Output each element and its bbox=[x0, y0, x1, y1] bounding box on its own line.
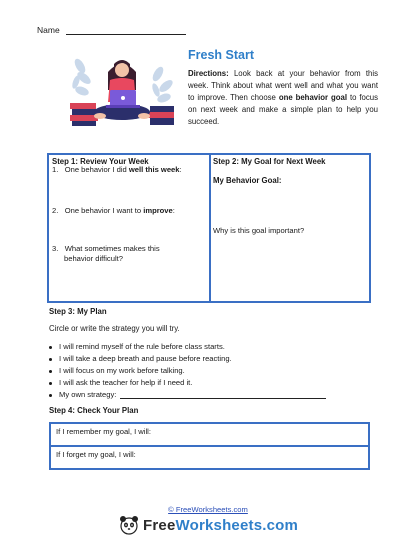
q1-number: 1. bbox=[52, 165, 59, 174]
step1-question-3 bbox=[52, 244, 207, 264]
brand-logo bbox=[118, 514, 298, 536]
q1-post: : bbox=[179, 165, 182, 174]
why-important-label: Why is this goal important? bbox=[213, 226, 305, 235]
brand-worksheets: Worksheets.com bbox=[175, 516, 299, 534]
name-field[interactable] bbox=[37, 25, 186, 35]
q2-bold: improve bbox=[143, 206, 173, 215]
bullet-icon bbox=[49, 394, 52, 397]
step1-question-2 bbox=[52, 206, 207, 216]
strategy-text: I will focus on my work before talking. bbox=[59, 366, 185, 375]
strategy-item-own[interactable] bbox=[49, 389, 326, 401]
step3-title: Step 3: My Plan bbox=[49, 307, 107, 316]
panda-icon bbox=[118, 514, 140, 536]
strategy-item[interactable] bbox=[49, 353, 326, 365]
steps-grid bbox=[47, 153, 371, 303]
bullet-icon bbox=[49, 382, 52, 385]
strategy-item[interactable] bbox=[49, 377, 326, 389]
strategy-text: I will take a deep breath and pause before reacting. bbox=[59, 354, 232, 363]
q1-bold: well this week bbox=[128, 165, 180, 174]
q2-number: 2. bbox=[52, 206, 59, 215]
behavior-goal-label: My Behavior Goal: bbox=[213, 176, 282, 185]
q2-post: : bbox=[172, 206, 175, 215]
bullet-icon bbox=[49, 358, 52, 361]
check-row-remember[interactable] bbox=[51, 424, 368, 446]
step4-title: Step 4: Check Your Plan bbox=[49, 406, 139, 415]
step1-title: Step 1: Review Your Week bbox=[52, 157, 149, 166]
strategy-item[interactable] bbox=[49, 341, 326, 353]
student-laptop-illustration bbox=[70, 46, 180, 128]
check-row-forget-label: If I forget my goal, I will: bbox=[56, 450, 136, 459]
directions-label: Directions: bbox=[188, 69, 229, 78]
own-strategy-line[interactable] bbox=[120, 391, 326, 399]
name-blank-line[interactable] bbox=[66, 26, 186, 35]
q1-pre: One behavior I did bbox=[64, 165, 129, 174]
check-row-remember-label: If I remember my goal, I will: bbox=[56, 427, 151, 436]
bullet-icon bbox=[49, 370, 52, 373]
bullet-icon bbox=[49, 346, 52, 349]
strategy-item[interactable] bbox=[49, 365, 326, 377]
q3-line2: behavior difficult? bbox=[64, 254, 123, 263]
strategy-text: I will ask the teacher for help if I need it. bbox=[59, 378, 193, 387]
step3-intro: Circle or write the strategy you will try. bbox=[49, 324, 180, 333]
plant-left bbox=[71, 57, 93, 97]
copyright-link[interactable]: © FreeWorksheets.com bbox=[168, 505, 248, 514]
directions-part2: to focus on next week and make a simple plan to help you succeed. bbox=[188, 93, 378, 127]
q2-pre: One behavior I want to bbox=[64, 206, 144, 215]
directions-bold: one behavior goal bbox=[278, 93, 348, 103]
strategy-text: I will remind myself of the rule before class starts. bbox=[59, 342, 225, 351]
brand-free: Free bbox=[143, 516, 176, 534]
step2-title: Step 2: My Goal for Next Week bbox=[213, 157, 326, 166]
worksheet-title: Fresh Start bbox=[188, 48, 254, 62]
strategy-list bbox=[49, 341, 326, 401]
name-label: Name bbox=[37, 25, 60, 35]
grid-divider bbox=[209, 155, 211, 301]
directions-part1: Look back at your behavior from this week. Think about what went well and what you want to improve. Then choose bbox=[188, 69, 378, 103]
directions-text bbox=[188, 68, 378, 128]
check-row-forget[interactable] bbox=[51, 447, 368, 469]
q3-number: 3. bbox=[52, 244, 59, 253]
check-plan-box bbox=[49, 422, 370, 470]
q3-line1: What sometimes makes this bbox=[64, 244, 160, 253]
step1-question-1 bbox=[52, 165, 207, 175]
plant-right bbox=[151, 65, 175, 104]
strategy-text: My own strategy: bbox=[59, 390, 117, 399]
